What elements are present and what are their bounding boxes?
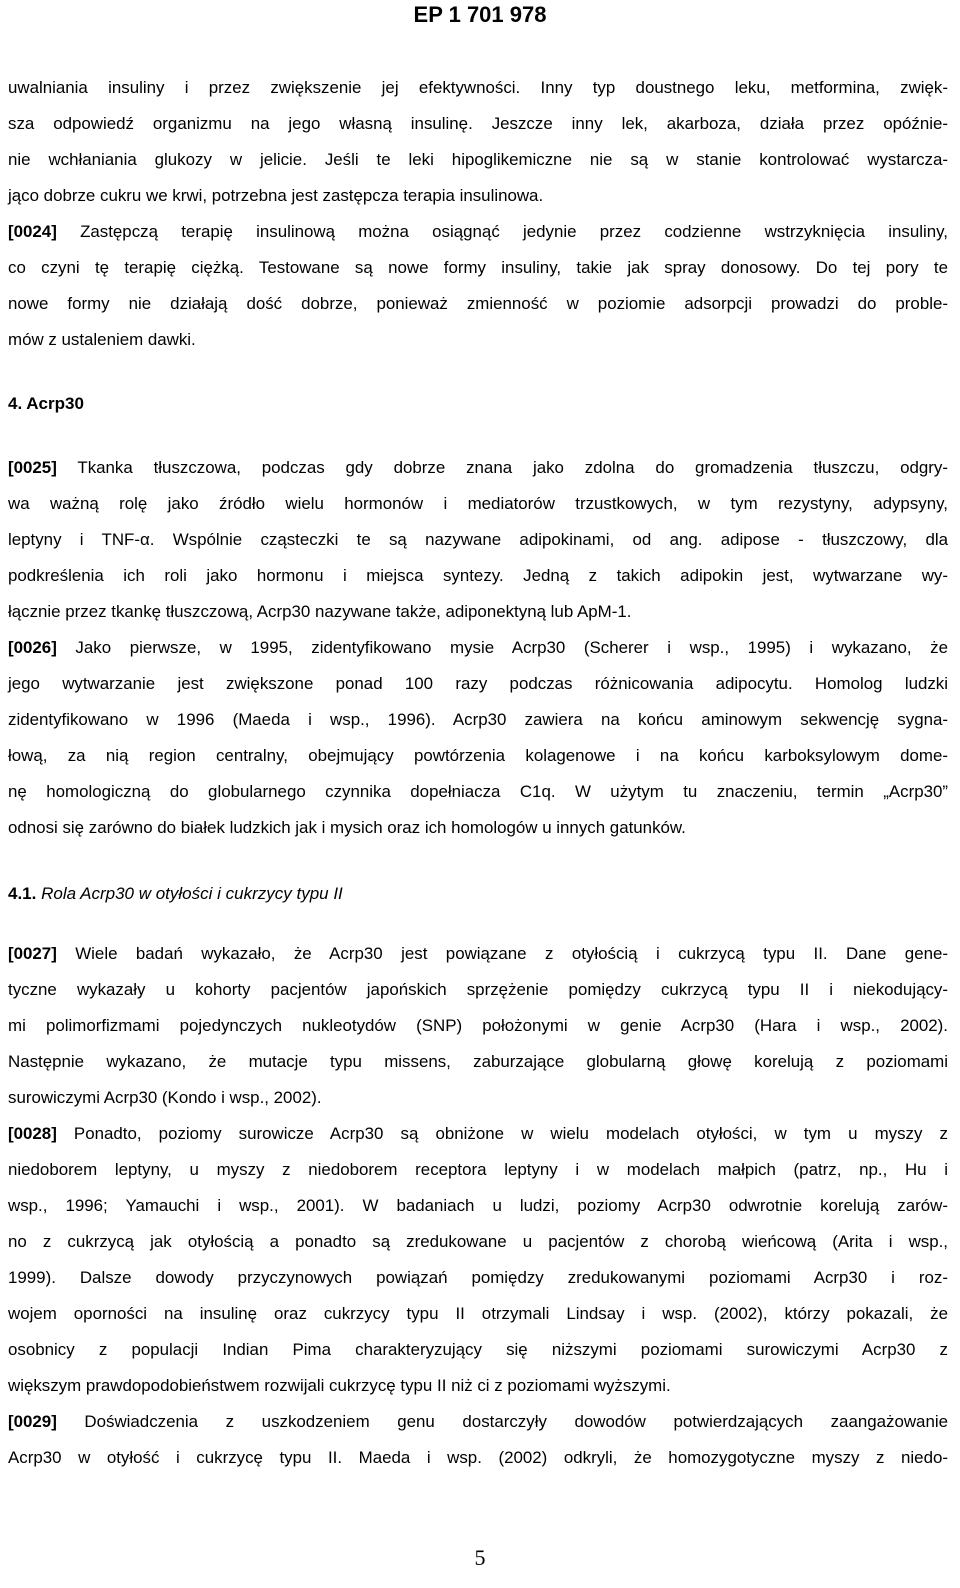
text-line [8, 1404, 948, 1440]
text-line: Następnie wykazano, że mutacje typu missens, zaburzające globularną głowę korelują z poziomami [8, 1052, 948, 1071]
subsection-heading [8, 876, 948, 912]
page-number: 5 [474, 1545, 486, 1570]
text-line: nie wchłaniania glukozy w jelicie. Jeśli te leki hipoglikemiczne nie są w stanie kontrolować wystarcza- [8, 150, 948, 169]
text-line [8, 214, 948, 250]
text-line [8, 630, 948, 666]
section-heading: 4. Acrp30 [8, 394, 84, 413]
paragraph-text: Doświadczenia z uszkodzeniem genu dostarczyły dowodów potwierdzających zaangażowanie [56, 1412, 948, 1431]
patent-number-header: EP 1 701 978 [413, 2, 547, 27]
text-line: jąco dobrze cukru we krwi, potrzebna jest zastępcza terapia insulinowa. [8, 186, 544, 205]
text-line: wsp., 1996; Yamauchi i wsp., 2001). W badaniach u ludzi, poziomy Acrp30 odwrotnie korelują zarów- [8, 1196, 948, 1215]
text-line: większym prawdopodobieństwem rozwijali cukrzycę typu II niż ci z poziomami wyższymi. [8, 1376, 671, 1395]
text-line: sza odpowiedź organizmu na jego własną insulinę. Jeszcze inny lek, akarboza, działa przez opóźnie- [8, 114, 948, 133]
paragraph-number: [0024] [8, 222, 57, 241]
subsection-title: Rola Acrp30 w otyłości i cukrzycy typu II [36, 884, 343, 903]
paragraph-text: Jako pierwsze, w 1995, zidentyfikowano mysie Acrp30 (Scherer i wsp., 1995) i wykazano, że [56, 638, 948, 657]
text-line: zidentyfikowano w 1996 (Maeda i wsp., 1996). Acrp30 zawiera na końcu aminowym sekwencję sygna- [8, 710, 948, 729]
text-line: tyczne wykazały u kohorty pacjentów japońskich sprzężenie pomiędzy cukrzycą typu II i niekodujący- [8, 980, 948, 999]
subsection-number: 4.1. [8, 884, 37, 903]
text-line: co czyni tę terapię ciężką. Testowane są nowe formy insuliny, takie jak spray donosowy. Do tej pory te [8, 258, 948, 277]
text-line [8, 450, 948, 486]
paragraph-0027 [8, 936, 948, 1116]
text-line: niedoborem leptyny, u myszy z niedoborem receptora leptyny i w modelach małpich (patrz, np., Hu i [8, 1160, 948, 1179]
paragraph-0025 [8, 450, 948, 630]
paragraph-number: [0025] [8, 458, 57, 477]
paragraph-text: Tkanka tłuszczowa, podczas gdy dobrze znana jako zdolna do gromadzenia tłuszczu, odgry- [56, 458, 948, 477]
text-line: surowiczymi Acrp30 (Kondo i wsp., 2002). [8, 1088, 322, 1107]
text-line: osobnicy z populacji Indian Pima charakteryzujący się niższymi poziomami surowiczymi Acrp30 z [8, 1340, 948, 1359]
text-line: mi polimorfizmami pojedynczych nukleotydów (SNP) położonymi w genie Acrp30 (Hara i wsp., 2002). [8, 1016, 948, 1035]
text-line: wojem oporności na insulinę oraz cukrzycy typu II otrzymali Lindsay i wsp. (2002), którzy pokazali, że [8, 1304, 948, 1323]
text-line: no z cukrzycą jak otyłością a ponadto są zredukowane u pacjentów z chorobą wieńcową (Arita i wsp., [8, 1232, 948, 1251]
text-line: 1999). Dalsze dowody przyczynowych powiązań pomiędzy zredukowanymi poziomami Acrp30 i roz- [8, 1268, 948, 1287]
paragraph-intro [8, 70, 948, 214]
text-line: leptyny i TNF-α. Wspólnie cząsteczki te są nazywane adipokinami, od ang. adipose - tłuszczowy, dla [8, 530, 948, 549]
paragraph-0028 [8, 1116, 948, 1404]
text-line: jego wytwarzanie jest zwiększone ponad 100 razy podczas różnicowania adipocytu. Homolog ludzki [8, 674, 948, 693]
text-line: łową, za nią region centralny, obejmujący powtórzenia kolagenowe i na końcu karboksylowym dome- [8, 746, 948, 765]
text-line: uwalniania insuliny i przez zwiększenie jej efektywności. Inny typ doustnego leku, metformina, zwięk- [8, 78, 948, 97]
paragraph-0024 [8, 214, 948, 358]
paragraph-0026 [8, 630, 948, 846]
paragraph-text: Ponadto, poziomy surowicze Acrp30 są obniżone w wielu modelach otyłości, w tym u myszy z [56, 1124, 948, 1143]
paragraph-text: Wiele badań wykazało, że Acrp30 jest powiązane z otyłością i cukrzycą typu II. Dane gene- [56, 944, 948, 963]
text-line: nowe formy nie działają dość dobrze, ponieważ zmienność w poziomie adsorpcji prowadzi do proble- [8, 294, 948, 313]
document-body [8, 70, 948, 1476]
text-line: nę homologiczną do globularnego czynnika dopełniacza C1q. W użytym tu znaczeniu, termin „Acrp30” [8, 782, 948, 801]
text-line: Acrp30 w otyłość i cukrzycę typu II. Maeda i wsp. (2002) odkryli, że homozygotyczne myszy z niedo- [8, 1448, 948, 1467]
text-line: mów z ustaleniem dawki. [8, 330, 196, 349]
paragraph-number: [0027] [8, 944, 57, 963]
paragraph-text: Zastępczą terapię insulinową można osiągnąć jedynie przez codzienne wstrzyknięcia insuliny, [56, 222, 948, 241]
text-line: odnosi się zarówno do białek ludzkich jak i mysich oraz ich homologów u innych gatunków. [8, 818, 686, 837]
text-line [8, 1116, 948, 1152]
text-line [8, 936, 948, 972]
paragraph-number: [0028] [8, 1124, 57, 1143]
text-line: podkreślenia ich roli jako hormonu i miejsca syntezy. Jedną z takich adipokin jest, wytwarzane wy- [8, 566, 948, 585]
text-line: łącznie przez tkankę tłuszczową, Acrp30 nazywane także, adiponektyną lub ApM-1. [8, 602, 632, 621]
text-line: wa ważną rolę jako źródło wielu hormonów i mediatorów trzustkowych, w tym rezystyny, adypsyny, [8, 494, 948, 513]
paragraph-number: [0029] [8, 1412, 57, 1431]
paragraph-0029 [8, 1404, 948, 1476]
paragraph-number: [0026] [8, 638, 57, 657]
